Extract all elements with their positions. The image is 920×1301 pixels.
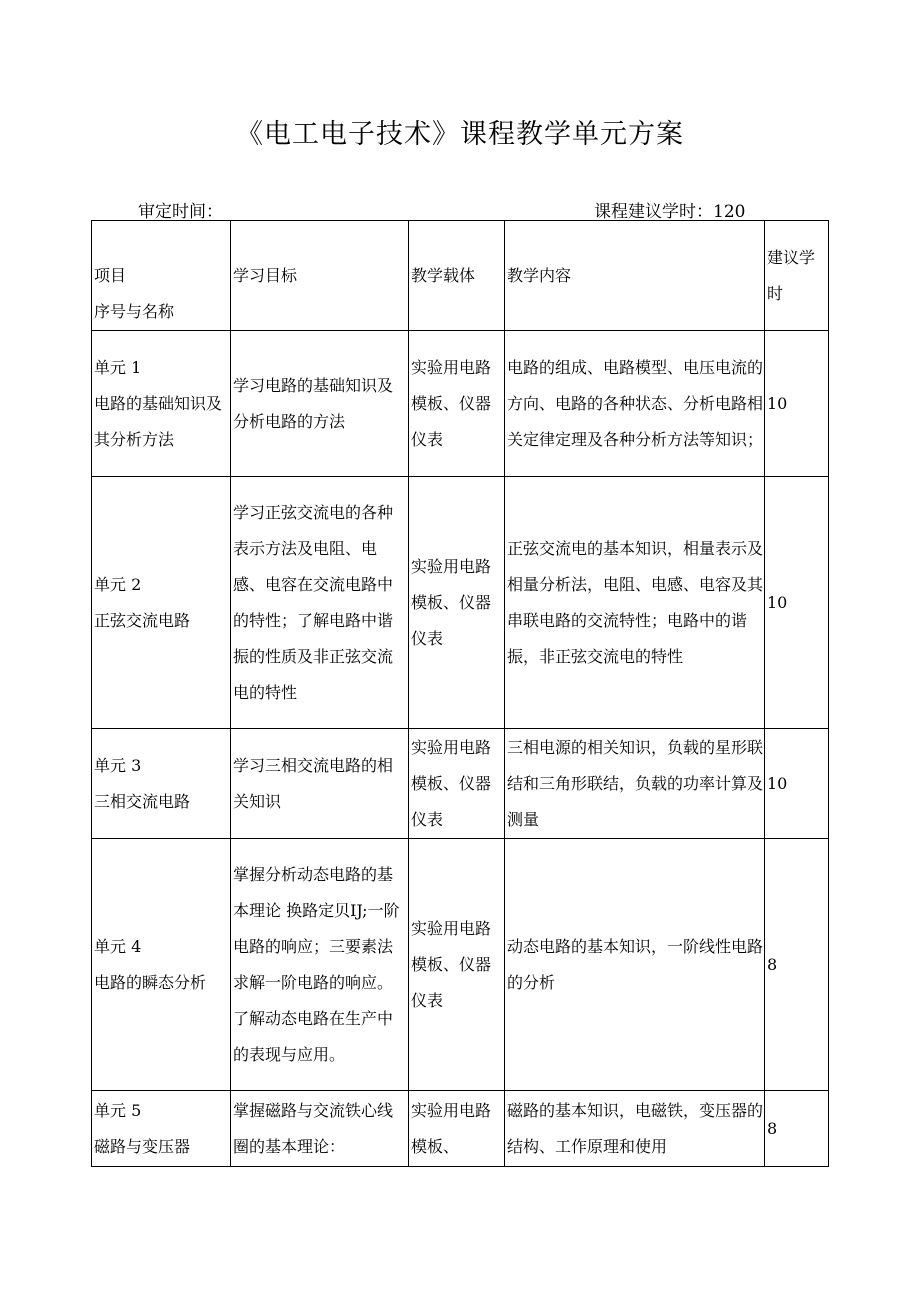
hours-cell: 8 — [765, 1091, 829, 1167]
unit-cell — [92, 1091, 231, 1167]
unit-number: 单元 5 — [94, 1100, 142, 1120]
table-row — [92, 1091, 829, 1167]
header-carrier: 教学载体 — [409, 221, 505, 331]
table-row — [92, 839, 829, 1091]
carrier-cell: 实验用电路模板、仪器仪表 — [409, 331, 505, 477]
objective-cell: 掌握磁路与交流铁心线圈的基本理论： — [231, 1091, 409, 1167]
unit-cell — [92, 839, 231, 1091]
unit-number: 单元 3 — [94, 755, 142, 775]
header-row — [92, 221, 829, 331]
objective-cell: 掌握分析动态电路的基本理论 换路定贝IJ;一阶电路的响应；三要素法求解一阶电路的响应。了解动态电路在生产中的表现与应用。 — [231, 839, 409, 1091]
unit-name: 电路的瞬态分析 — [94, 972, 207, 992]
carrier-cell: 实验用电路模板、仪器仪表 — [409, 477, 505, 729]
table-row — [92, 729, 829, 839]
hours-cell: 10 — [765, 729, 829, 839]
table-row — [92, 331, 829, 477]
review-time-label: 审定时间： — [138, 202, 223, 222]
header-content: 教学内容 — [505, 221, 765, 331]
content-cell: 电路的组成、电路模型、电压电流的方向、电路的各种状态、分析电路相关定律定理及各种分析方法等知识； — [505, 331, 765, 477]
header-hours: 建议学时 — [765, 221, 829, 331]
unit-name: 正弦交流电路 — [94, 610, 191, 630]
unit-cell — [92, 477, 231, 729]
header-project-top: 项目 — [94, 266, 127, 285]
header-objective: 学习目标 — [231, 221, 409, 331]
content-cell: 三相电源的相关知识，负载的星形联结和三角形联结，负载的功率计算及测量 — [505, 729, 765, 839]
header-project — [92, 221, 231, 331]
table-row — [92, 477, 829, 729]
content-cell: 动态电路的基本知识，一阶线性电路的分析 — [505, 839, 765, 1091]
hours-cell: 10 — [765, 477, 829, 729]
carrier-cell: 实验用电路模板、仪器仪表 — [409, 729, 505, 839]
unit-name: 磁路与变压器 — [94, 1136, 191, 1156]
unit-name: 电路的基础知识及其分析方法 — [94, 393, 223, 449]
header-project-bottom: 序号与名称 — [94, 302, 175, 321]
unit-number: 单元 2 — [94, 574, 142, 594]
unit-number: 单元 1 — [94, 357, 142, 377]
teaching-unit-table — [91, 220, 829, 1167]
hours-cell: 10 — [765, 331, 829, 477]
carrier-cell: 实验用电路模板、 — [409, 1091, 505, 1167]
unit-cell — [92, 729, 231, 839]
objective-cell: 学习电路的基础知识及分析电路的方法 — [231, 331, 409, 477]
content-cell: 正弦交流电的基本知识，相量表示及相量分析法，电阻、电感、电容及其串联电路的交流特性；电路中的谐振，非正弦交流电的特性 — [505, 477, 765, 729]
suggested-hours-label: 课程建议学时：120 — [594, 202, 746, 222]
objective-cell: 学习正弦交流电的各种表示方法及电阻、电感、电容在交流电路中的特性；了解电路中谐振的性质及非正弦交流电的特性 — [231, 477, 409, 729]
hours-cell: 8 — [765, 839, 829, 1091]
unit-name: 三相交流电路 — [94, 791, 191, 811]
unit-cell — [92, 331, 231, 477]
objective-cell: 学习三相交流电路的相关知识 — [231, 729, 409, 839]
carrier-cell: 实验用电路模板、仪器仪表 — [409, 839, 505, 1091]
document-title: 《电工电子技术》课程教学单元方案 — [236, 119, 684, 150]
content-cell: 磁路的基本知识，电磁铁，变压器的结构、工作原理和使用 — [505, 1091, 765, 1167]
unit-number: 单元 4 — [94, 936, 142, 956]
